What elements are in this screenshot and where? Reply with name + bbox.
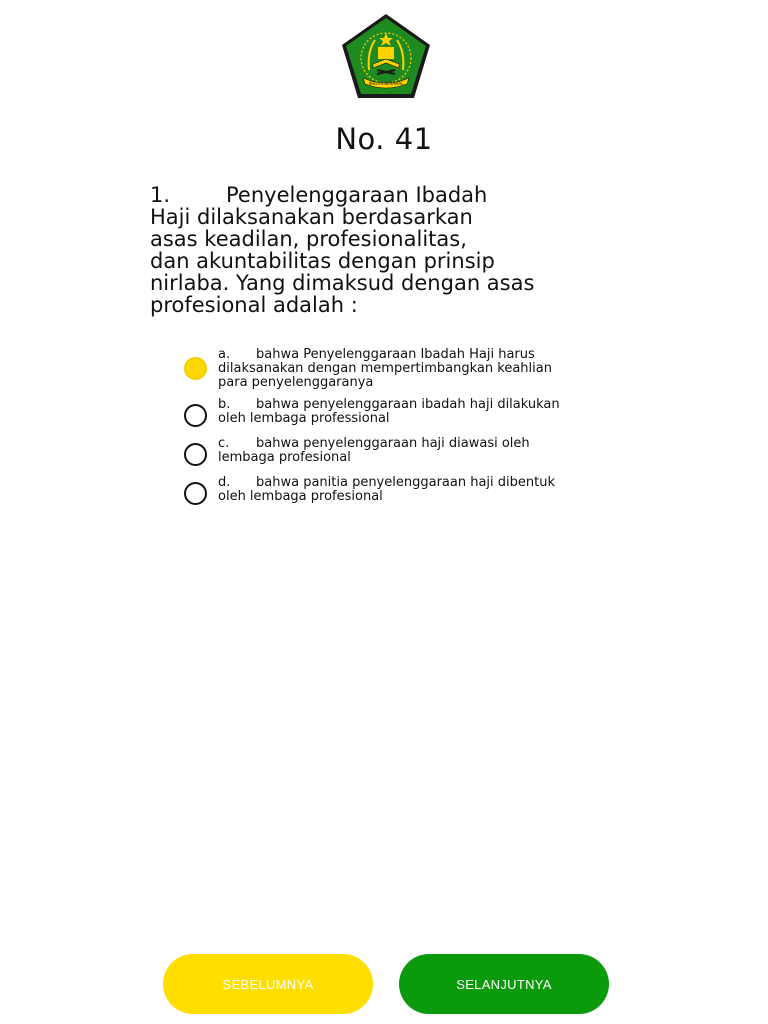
option-d-text: d. bahwa panitia penyelenggaraan haji dibentuk oleh lembaga profesional bbox=[218, 475, 555, 504]
radio-selected-icon[interactable] bbox=[184, 357, 207, 380]
option-a-text: a. bahwa Penyelenggaraan Ibadah Haji harus dilaksanakan dengan mempertimbangkan keahlian para penyelenggaranya bbox=[218, 347, 552, 390]
svg-text:IKHLAS BERAMAL: IKHLAS BERAMAL bbox=[368, 81, 404, 86]
option-d[interactable] bbox=[180, 472, 620, 508]
previous-button[interactable]: SEBELUMNYA bbox=[163, 954, 373, 1014]
radio-unselected-icon[interactable] bbox=[184, 443, 207, 466]
question-line: nirlaba. Yang dimaksud dengan asas bbox=[150, 271, 535, 295]
option-b[interactable] bbox=[180, 394, 620, 430]
option-b-text: b. bahwa penyelenggaraan ibadah haji dilakukan oleh lembaga professional bbox=[218, 397, 560, 426]
option-letter: a. bbox=[218, 347, 231, 362]
question-line: Haji dilaksanakan berdasarkan bbox=[150, 205, 473, 229]
question-index: 1. bbox=[150, 183, 171, 207]
option-a[interactable] bbox=[180, 344, 620, 388]
option-c[interactable] bbox=[180, 433, 620, 469]
radio-unselected-icon[interactable] bbox=[184, 404, 207, 427]
question-text bbox=[150, 184, 620, 316]
option-letter: c. bbox=[218, 436, 230, 451]
question-line: 1. Penyelenggaraan Ibadah bbox=[150, 183, 488, 207]
question-line: asas keadilan, profesionalitas, bbox=[150, 227, 467, 251]
option-letter: b. bbox=[218, 397, 231, 412]
answer-options bbox=[180, 344, 620, 511]
radio-unselected-icon[interactable] bbox=[184, 482, 207, 505]
option-letter: d. bbox=[218, 475, 231, 490]
question-number: No. 41 bbox=[335, 122, 433, 156]
option-c-text: c. bahwa penyelenggaraan haji diawasi oleh lembaga profesional bbox=[218, 436, 530, 465]
question-line: profesional adalah : bbox=[150, 293, 358, 317]
next-button[interactable]: SELANJUTNYA bbox=[399, 954, 609, 1014]
question-line: dan akuntabilitas dengan prinsip bbox=[150, 249, 495, 273]
kementerian-agama-emblem-icon bbox=[339, 12, 433, 100]
